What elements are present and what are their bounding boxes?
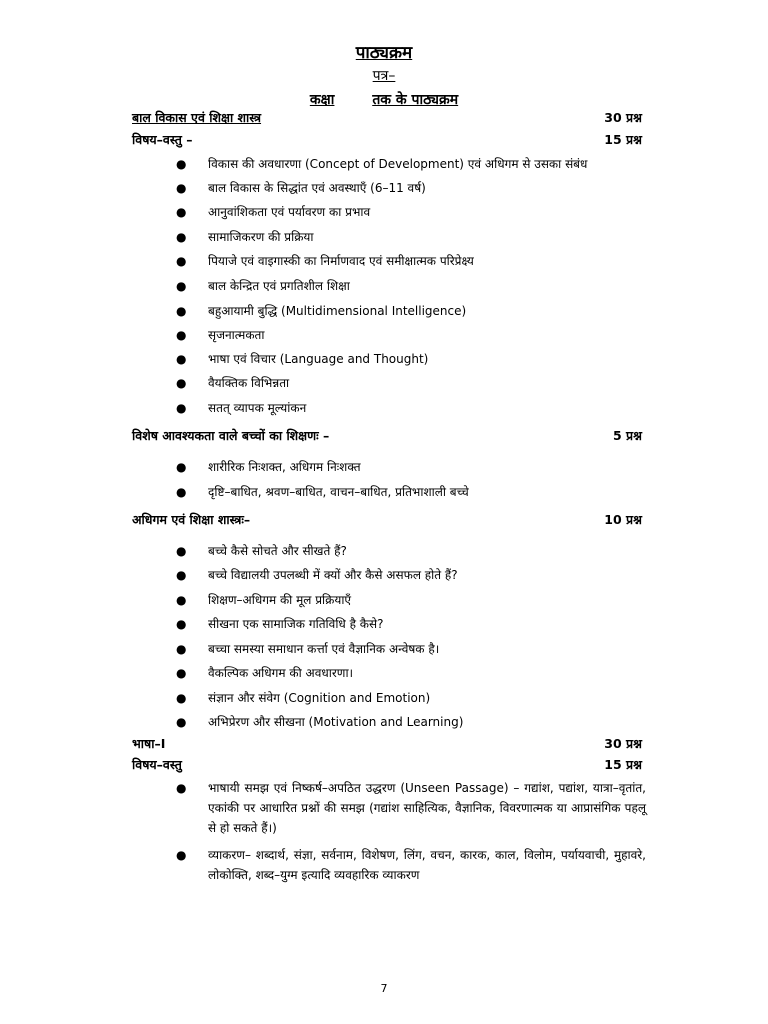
bullet-icon: ● — [176, 568, 187, 582]
bullet-icon: ● — [176, 666, 187, 680]
page-title: पाठ्यक्रम — [355, 43, 413, 63]
bullet-icon: ● — [176, 254, 187, 268]
bullet-icon: ● — [176, 181, 187, 195]
bullet-icon: ● — [176, 328, 187, 342]
bullet-icon: ● — [176, 304, 187, 318]
document-page: पाठ्यक्रम पत्र– कक्षा तक के पाठ्यक्रम बाल विकास एवं शिक्षा शास्त्र 30 प्रश्न विषय–वस्तु – 15 प्रश्न ● विकास की अवधारणा (Concept of Development) एवं अधिगम से उसका संबंध ● बाल विकास के सिद्धांत एवं अवस्थाएँ (6–11 वर्ष) ● आनुवांशिकता एवं पर्यावरण का प्रभाव ● सामाजिकरण की प्रक्रिया ● पियाजे एवं वाइगास्की का निर्माणवाद एवं समीक्षात्मक परिप्रेक्ष्य ● बाल केन्द्रित एवं प्रगतिशील शिक्षा ● बहुआयामी बुद्धि (Multidimensional Intelligence) ● सृजनात्मकता ● भाषा एवं विचार (Language and Thought) ● वैयक्तिक विभिन्नता ● सतत् व्यापक मूल्यांकन विशेष आवश्यकता वाले बच्चों का शिक्षणः – 5 प्रश्न ● शारीरिक निःशक्त, अधिगम निःशक्त ● दृष्टि–बाधित, श्रवण–बाधित, वाचन–बाधित, प्रतिभाशाली बच्चे अधिगम एवं शिक्षा शास्त्रः– 10 प्रश्न ● बच्चे कैसे सोचते और सीखते हैं? ● बच्चे विद्यालयी उपलब्धी में क्यों और कैसे असफल होते हैं? ● शिक्षण–अधिगम की मूल प्रक्रियाएँ ● सीखना एक सामाजिक गतिविधि है कैसे? ● बच्चा समस्या समाधान कर्त्ता एवं वैज्ञानिक अन्वेषक है। ● वैकल्पिक अधिगम की अवधारणा। ● संज्ञान और संवेग (Cognition and Emotion) ● अभिप्रेरण और सीखना (Motivation and Learning) भाषा–I 30 प्रश्न विषय–वस्तु 15 प्रश्न ● भाषायी समझ एवं निष्कर्ष–अपठित उद्धरण (Unseen Passage) – गद्यांश, पद्यांश, यात्रा–वृतांत, एकांकी पर आधारित प्रश्नों की समझ (गद्यांश साहित्यिक, वैज्ञानिक, विवरणात्मक या आप्रासंगिक पहलू से हो सकते हैं।) ● व्याकरण– शब्दार्थ, संज्ञा, सर्वनाम, विशेषण, लिंग, वचन, कारक, काल, विलोम, पर्यायवाची, मुहावरे, लोकोक्ति, शब्द–युग्म इत्यादि व्यवहारिक व्याकरण 7 — [0, 0, 768, 1024]
bullet-icon: ● — [176, 848, 187, 862]
bullet-icon: ● — [176, 401, 187, 415]
bullet-icon: ● — [176, 157, 187, 171]
list-item: ● व्याकरण– शब्दार्थ, संज्ञा, सर्वनाम, विशेषण, लिंग, वचन, कारक, काल, विलोम, पर्यायवाची, मुहावरे, लोकोक्ति, शब्द–युग्म इत्यादि व्यवहारिक व्याकरण — [176, 845, 646, 887]
bullet-icon: ● — [176, 593, 187, 607]
section-heading-language: भाषा–I 30 प्रश्न — [132, 736, 642, 751]
bullet-icon: ● — [176, 544, 187, 558]
bullet-icon: ● — [176, 781, 187, 795]
bullet-icon: ● — [176, 642, 187, 656]
bullet-icon: ● — [176, 617, 187, 631]
bullet-icon: ● — [176, 279, 187, 293]
page-number: 7 — [380, 982, 388, 995]
class-heading: कक्षा तक के पाठ्यक्रम — [309, 92, 459, 108]
section-heading-child-development: बाल विकास एवं शिक्षा शास्त्र 30 प्रश्न — [132, 110, 642, 125]
paper-label: पत्र– — [372, 68, 396, 84]
bullet-icon: ● — [176, 485, 187, 499]
section-subheading-content: विषय–वस्तु 15 प्रश्न — [132, 757, 642, 772]
bullet-icon: ● — [176, 352, 187, 366]
section-heading-learning-pedagogy: अधिगम एवं शिक्षा शास्त्रः– 10 प्रश्न — [132, 512, 642, 527]
section-heading-special-needs: विशेष आवश्यकता वाले बच्चों का शिक्षणः – 5 प्रश्न — [132, 428, 642, 443]
bullet-icon: ● — [176, 460, 187, 474]
bullet-icon: ● — [176, 376, 187, 390]
bullet-icon: ● — [176, 691, 187, 705]
bullet-icon: ● — [176, 205, 187, 219]
list-item: ● भाषायी समझ एवं निष्कर्ष–अपठित उद्धरण (Unseen Passage) – गद्यांश, पद्यांश, यात्रा–वृतांत, एकांकी पर आधारित प्रश्नों की समझ (गद्यांश साहित्यिक, वैज्ञानिक, विवरणात्मक या आप्रासंगिक पहलू से हो सकते हैं।) — [176, 778, 646, 840]
section-subheading-content: विषय–वस्तु – 15 प्रश्न — [132, 132, 642, 147]
bullet-icon: ● — [176, 715, 187, 729]
bullet-icon: ● — [176, 230, 187, 244]
